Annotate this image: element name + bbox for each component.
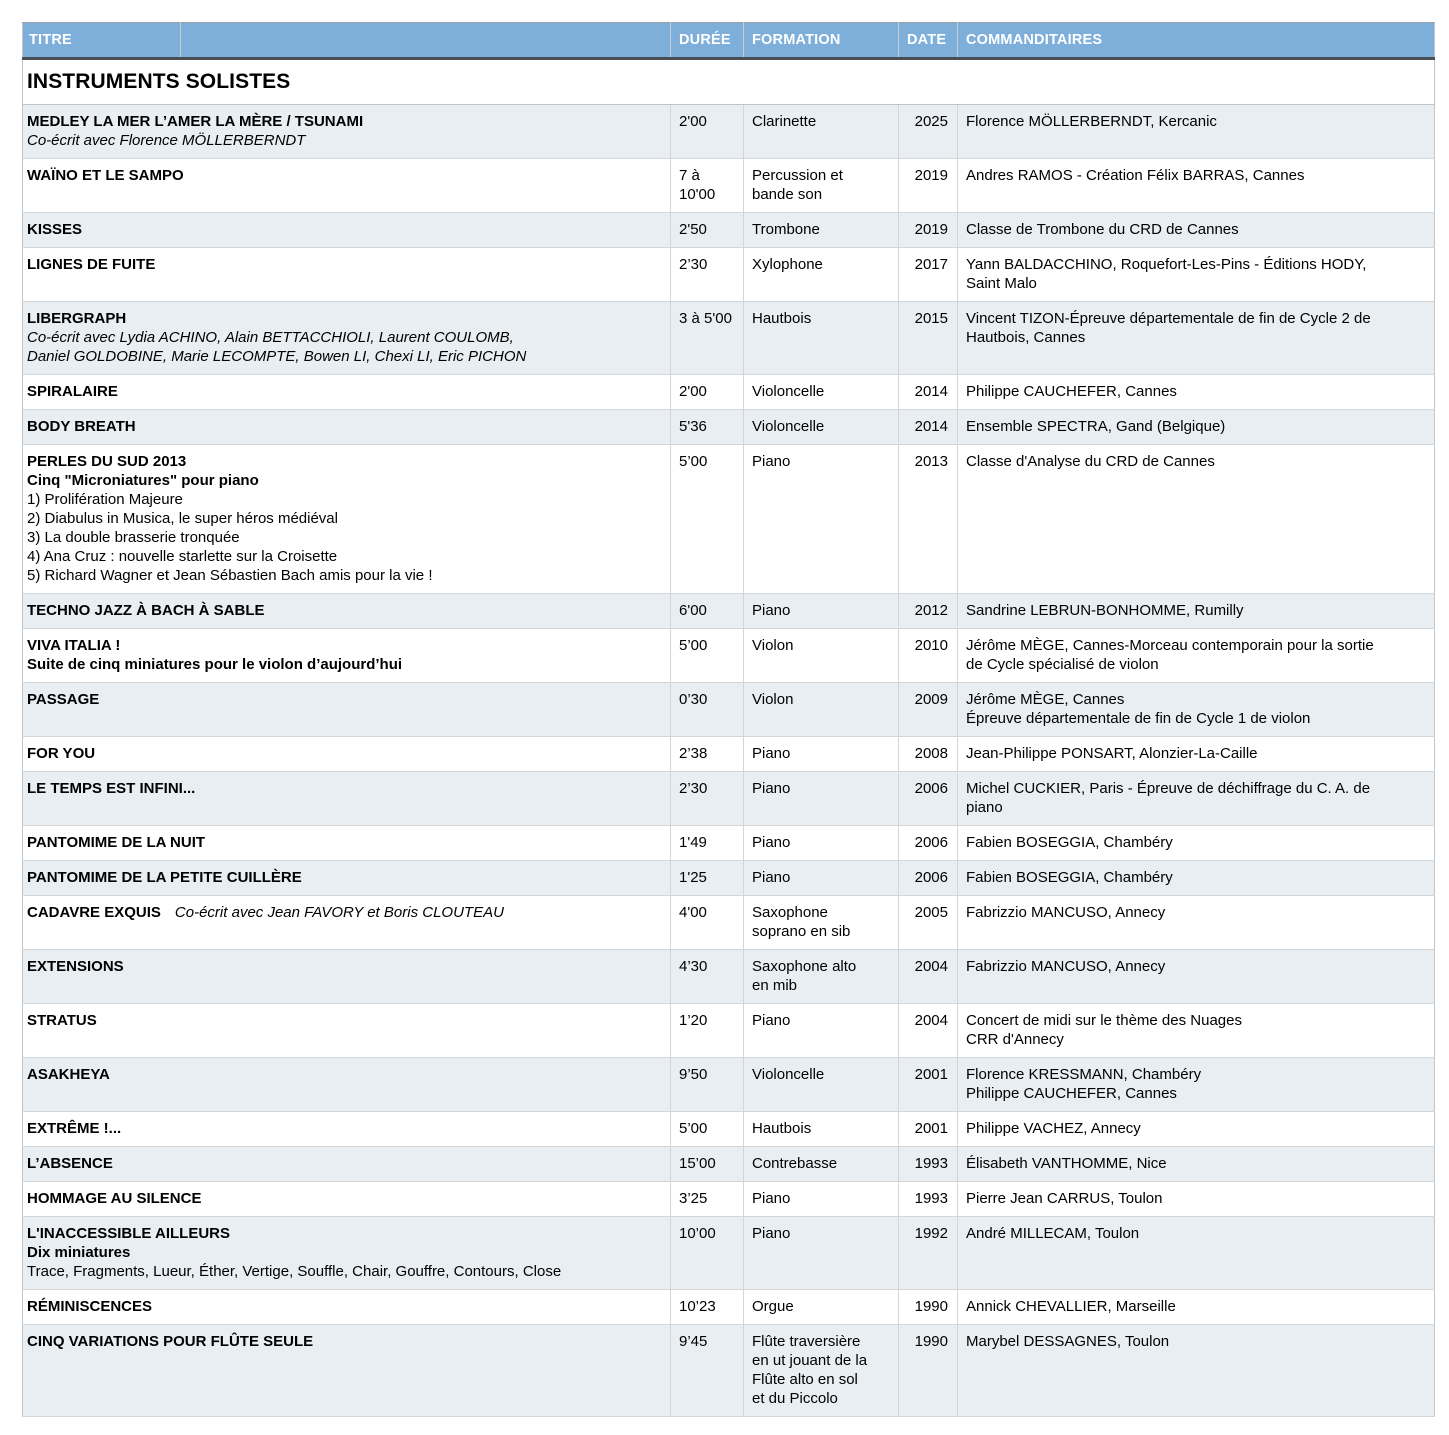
work-title-cell [23, 629, 671, 683]
commanditaires-cell: Fabrizzio MANCUSO, Annecy [958, 896, 1435, 950]
work-title: KISSES [27, 221, 83, 238]
date-cell: 2017 [899, 248, 958, 302]
work-title-cell [23, 159, 671, 213]
date-cell: 1990 [899, 1290, 958, 1325]
formation-cell: Piano [744, 737, 899, 772]
work-title-cell [23, 445, 671, 594]
table-row [23, 629, 1435, 683]
work-title-cell [23, 1147, 671, 1182]
duration-cell: 3 à 5'00 [671, 302, 744, 375]
duration-cell: 5’00 [671, 629, 744, 683]
work-detail-line: 2) Diabulus in Musica, le super héros médiéval [27, 510, 338, 527]
work-title-cell [23, 1290, 671, 1325]
duration-cell: 5’00 [671, 445, 744, 594]
date-cell: 2005 [899, 896, 958, 950]
commanditaires-cell: Élisabeth VANTHOMME, Nice [958, 1147, 1435, 1182]
commanditaires-cell: Yann BALDACCHINO, Roquefort-Les-Pins - Éditions HODY, Saint Malo [958, 248, 1435, 302]
duration-cell: 1'25 [671, 861, 744, 896]
date-cell: 2006 [899, 826, 958, 861]
table-row [23, 861, 1435, 896]
table-row [23, 445, 1435, 594]
work-title-cell [23, 861, 671, 896]
work-title: ASAKHEYA [27, 1066, 110, 1083]
duration-cell: 5'36 [671, 410, 744, 445]
commanditaires-cell: Sandrine LEBRUN-BONHOMME, Rumilly [958, 594, 1435, 629]
commanditaires-cell: Philippe CAUCHEFER, Cannes [958, 375, 1435, 410]
work-title-cell [23, 1058, 671, 1112]
date-cell: 2010 [899, 629, 958, 683]
work-subtitle: Suite de cinq miniatures pour le violon d’aujourd’hui [27, 656, 403, 673]
table-rows [23, 105, 1435, 1417]
date-cell: 2009 [899, 683, 958, 737]
date-cell: 2006 [899, 861, 958, 896]
work-title-cell [23, 1182, 671, 1217]
formation-cell: Trombone [744, 213, 899, 248]
formation-cell: Saxophone soprano en sib [744, 896, 899, 950]
work-title: HOMMAGE AU SILENCE [27, 1190, 202, 1207]
work-title-cell [23, 105, 671, 159]
commanditaires-cell: Pierre Jean CARRUS, Toulon [958, 1182, 1435, 1217]
date-cell: 2004 [899, 1004, 958, 1058]
date-cell: 2001 [899, 1058, 958, 1112]
table-row [23, 896, 1435, 950]
date-cell: 2019 [899, 159, 958, 213]
duration-cell: 2’38 [671, 737, 744, 772]
commanditaires-cell: Classe d'Analyse du CRD de Cannes [958, 445, 1435, 594]
formation-cell: Percussion et bande son [744, 159, 899, 213]
work-subtitle: Cinq "Microniatures" pour piano [27, 472, 259, 489]
commanditaires-cell: Annick CHEVALLIER, Marseille [958, 1290, 1435, 1325]
commanditaires-cell: Jérôme MÈGE, Cannes-Morceau contemporain pour la sortie de Cycle spécialisé de violon [958, 629, 1435, 683]
table-row [23, 1325, 1435, 1417]
formation-cell: Saxophone alto en mib [744, 950, 899, 1004]
date-cell: 1993 [899, 1182, 958, 1217]
formation-cell: Flûte traversière en ut jouant de la Flûte alto en sol et du Piccolo [744, 1325, 899, 1417]
work-title-cell [23, 826, 671, 861]
table-header [23, 23, 1435, 59]
work-detail-line: 3) La double brasserie tronquée [27, 529, 240, 546]
date-cell: 2008 [899, 737, 958, 772]
date-cell: 2012 [899, 594, 958, 629]
formation-cell: Violoncelle [744, 410, 899, 445]
table-row [23, 159, 1435, 213]
date-cell: 2006 [899, 772, 958, 826]
duration-cell: 10’00 [671, 1217, 744, 1290]
commanditaires-cell: Vincent TIZON-Épreuve départementale de fin de Cycle 2 de Hautbois, Cannes [958, 302, 1435, 375]
work-title-cell [23, 410, 671, 445]
work-title-cell [23, 683, 671, 737]
date-cell: 2014 [899, 410, 958, 445]
commanditaires-cell: Fabien BOSEGGIA, Chambéry [958, 861, 1435, 896]
work-detail-line: Trace, Fragments, Lueur, Éther, Vertige, Souffle, Chair, Gouffre, Contours, Close [27, 1263, 562, 1280]
table-row [23, 1217, 1435, 1290]
duration-cell: 4’30 [671, 950, 744, 1004]
date-cell: 1993 [899, 1147, 958, 1182]
commanditaires-cell: Fabien BOSEGGIA, Chambéry [958, 826, 1435, 861]
duration-cell: 10’23 [671, 1290, 744, 1325]
formation-cell: Violoncelle [744, 375, 899, 410]
table-row [23, 375, 1435, 410]
work-coauthors: Daniel GOLDOBINE, Marie LECOMPTE, Bowen LI, Chexi LI, Eric PICHON [27, 348, 527, 365]
table-row [23, 302, 1435, 375]
duration-cell: 9’45 [671, 1325, 744, 1417]
work-title: EXTRÊME !... [27, 1120, 122, 1137]
duration-cell: 1'49 [671, 826, 744, 861]
formation-cell: Hautbois [744, 1112, 899, 1147]
duration-cell: 15’00 [671, 1147, 744, 1182]
table-row [23, 737, 1435, 772]
work-title: STRATUS [27, 1012, 97, 1029]
duration-cell: 2'00 [671, 375, 744, 410]
date-cell: 2001 [899, 1112, 958, 1147]
duration-cell: 7 à 10'00 [671, 159, 744, 213]
formation-cell: Piano [744, 772, 899, 826]
duration-cell: 2'00 [671, 105, 744, 159]
work-coauthors: Co-écrit avec Florence MÖLLERBERNDT [27, 132, 306, 149]
date-cell: 2004 [899, 950, 958, 1004]
formation-cell: Piano [744, 1182, 899, 1217]
work-title: LE TEMPS EST INFINI... [27, 780, 196, 797]
work-title: PANTOMIME DE LA NUIT [27, 834, 206, 851]
commanditaires-cell: Florence KRESSMANN, Chambéry Philippe CAUCHEFER, Cannes [958, 1058, 1435, 1112]
formation-cell: Contrebasse [744, 1147, 899, 1182]
table-header-row [23, 23, 1435, 59]
work-detail-line: 1) Prolifération Majeure [27, 491, 183, 508]
work-title-cell [23, 896, 671, 950]
duration-cell: 3’25 [671, 1182, 744, 1217]
duration-cell: 2’30 [671, 772, 744, 826]
date-cell: 2025 [899, 105, 958, 159]
work-title: PASSAGE [27, 691, 100, 708]
work-title: CADAVRE EXQUIS Co-écrit avec Jean FAVORY et Boris CLOUTEAU [27, 904, 504, 921]
commanditaires-cell: Ensemble SPECTRA, Gand (Belgique) [958, 410, 1435, 445]
section-title: INSTRUMENTS SOLISTES [23, 59, 1435, 105]
table-row [23, 1004, 1435, 1058]
commanditaires-cell: André MILLECAM, Toulon [958, 1217, 1435, 1290]
formation-cell: Piano [744, 445, 899, 594]
formation-cell: Clarinette [744, 105, 899, 159]
work-title: L’ABSENCE [27, 1155, 113, 1172]
date-cell: 2014 [899, 375, 958, 410]
table-row [23, 826, 1435, 861]
duration-cell: 2’30 [671, 248, 744, 302]
work-title: PANTOMIME DE LA PETITE CUILLÈRE [27, 869, 302, 886]
duration-cell: 1’20 [671, 1004, 744, 1058]
work-title-cell [23, 375, 671, 410]
work-title-cell [23, 1112, 671, 1147]
work-title: BODY BREATH [27, 418, 136, 435]
date-cell: 2013 [899, 445, 958, 594]
commanditaires-cell: Jérôme MÈGE, Cannes Épreuve départementale de fin de Cycle 1 de violon [958, 683, 1435, 737]
duration-cell: 6'00 [671, 594, 744, 629]
table-row [23, 683, 1435, 737]
table-row [23, 105, 1435, 159]
table-row [23, 213, 1435, 248]
table-row [23, 248, 1435, 302]
date-cell: 2015 [899, 302, 958, 375]
col-header-date: DATE [899, 23, 958, 59]
col-header-titre-spacer [181, 23, 671, 59]
commanditaires-cell: Michel CUCKIER, Paris - Épreuve de déchiffrage du C. A. de piano [958, 772, 1435, 826]
work-title: LIBERGRAPH [27, 310, 127, 327]
work-title: RÉMINISCENCES [27, 1298, 153, 1315]
duration-cell: 5’00 [671, 1112, 744, 1147]
formation-cell: Piano [744, 861, 899, 896]
work-title: EXTENSIONS [27, 958, 124, 975]
table-row [23, 1147, 1435, 1182]
work-title-cell [23, 1325, 671, 1417]
work-title-cell [23, 213, 671, 248]
commanditaires-cell: Andres RAMOS - Création Félix BARRAS, Cannes [958, 159, 1435, 213]
work-title-cell [23, 302, 671, 375]
work-title-cell [23, 248, 671, 302]
formation-cell: Violon [744, 683, 899, 737]
work-title-cell [23, 737, 671, 772]
work-title: CINQ VARIATIONS POUR FLÛTE SEULE [27, 1333, 314, 1350]
commanditaires-cell: Concert de midi sur le thème des Nuages CRR d'Annecy [958, 1004, 1435, 1058]
work-title: L'INACCESSIBLE AILLEURS [27, 1225, 231, 1242]
table-row [23, 1290, 1435, 1325]
work-title-cell [23, 594, 671, 629]
date-cell: 1990 [899, 1325, 958, 1417]
formation-cell: Violoncelle [744, 1058, 899, 1112]
works-table [22, 22, 1435, 1417]
col-header-formation: FORMATION [744, 23, 899, 59]
table-row [23, 1182, 1435, 1217]
col-header-commanditaires: COMMANDITAIRES [958, 23, 1435, 59]
work-title-cell [23, 1004, 671, 1058]
duration-cell: 2'50 [671, 213, 744, 248]
work-detail-line: 5) Richard Wagner et Jean Sébastien Bach amis pour la vie ! [27, 567, 433, 584]
date-cell: 1992 [899, 1217, 958, 1290]
table-body [23, 59, 1435, 105]
work-subtitle: Dix miniatures [27, 1244, 131, 1261]
table-row [23, 772, 1435, 826]
work-title: LIGNES DE FUITE [27, 256, 156, 273]
work-title-cell [23, 772, 671, 826]
formation-cell: Piano [744, 1217, 899, 1290]
table-row [23, 950, 1435, 1004]
work-title: WAÏNO ET LE SAMPO [27, 167, 184, 184]
work-coauthors: Co-écrit avec Lydia ACHINO, Alain BETTACCHIOLI, Laurent COULOMB, [27, 329, 514, 346]
work-title: MEDLEY LA MER L’AMER LA MÈRE / TSUNAMI [27, 113, 364, 130]
commanditaires-cell: Classe de Trombone du CRD de Cannes [958, 213, 1435, 248]
work-title: FOR YOU [27, 745, 96, 762]
table-row [23, 594, 1435, 629]
table-row [23, 410, 1435, 445]
formation-cell: Piano [744, 594, 899, 629]
col-header-duree: DURÉE [671, 23, 744, 59]
date-cell: 2019 [899, 213, 958, 248]
table-row [23, 1112, 1435, 1147]
commanditaires-cell: Florence MÖLLERBERNDT, Kercanic [958, 105, 1435, 159]
duration-cell: 4'00 [671, 896, 744, 950]
work-title: TECHNO JAZZ À BACH À SABLE [27, 602, 265, 619]
duration-cell: 0’30 [671, 683, 744, 737]
commanditaires-cell: Philippe VACHEZ, Annecy [958, 1112, 1435, 1147]
work-title-cell [23, 1217, 671, 1290]
formation-cell: Xylophone [744, 248, 899, 302]
commanditaires-cell: Fabrizzio MANCUSO, Annecy [958, 950, 1435, 1004]
formation-cell: Hautbois [744, 302, 899, 375]
commanditaires-cell: Jean-Philippe PONSART, Alonzier-La-Caille [958, 737, 1435, 772]
commanditaires-cell: Marybel DESSAGNES, Toulon [958, 1325, 1435, 1417]
work-title: SPIRALAIRE [27, 383, 118, 400]
duration-cell: 9’50 [671, 1058, 744, 1112]
formation-cell: Orgue [744, 1290, 899, 1325]
work-detail-line: 4) Ana Cruz : nouvelle starlette sur la Croisette [27, 548, 338, 565]
table-row [23, 1058, 1435, 1112]
formation-cell: Piano [744, 1004, 899, 1058]
section-row [23, 59, 1435, 105]
formation-cell: Piano [744, 826, 899, 861]
work-title: PERLES DU SUD 2013 [27, 453, 187, 470]
col-header-titre: TITRE [23, 23, 181, 59]
work-title-cell [23, 950, 671, 1004]
work-title: VIVA ITALIA ! [27, 637, 121, 654]
formation-cell: Violon [744, 629, 899, 683]
